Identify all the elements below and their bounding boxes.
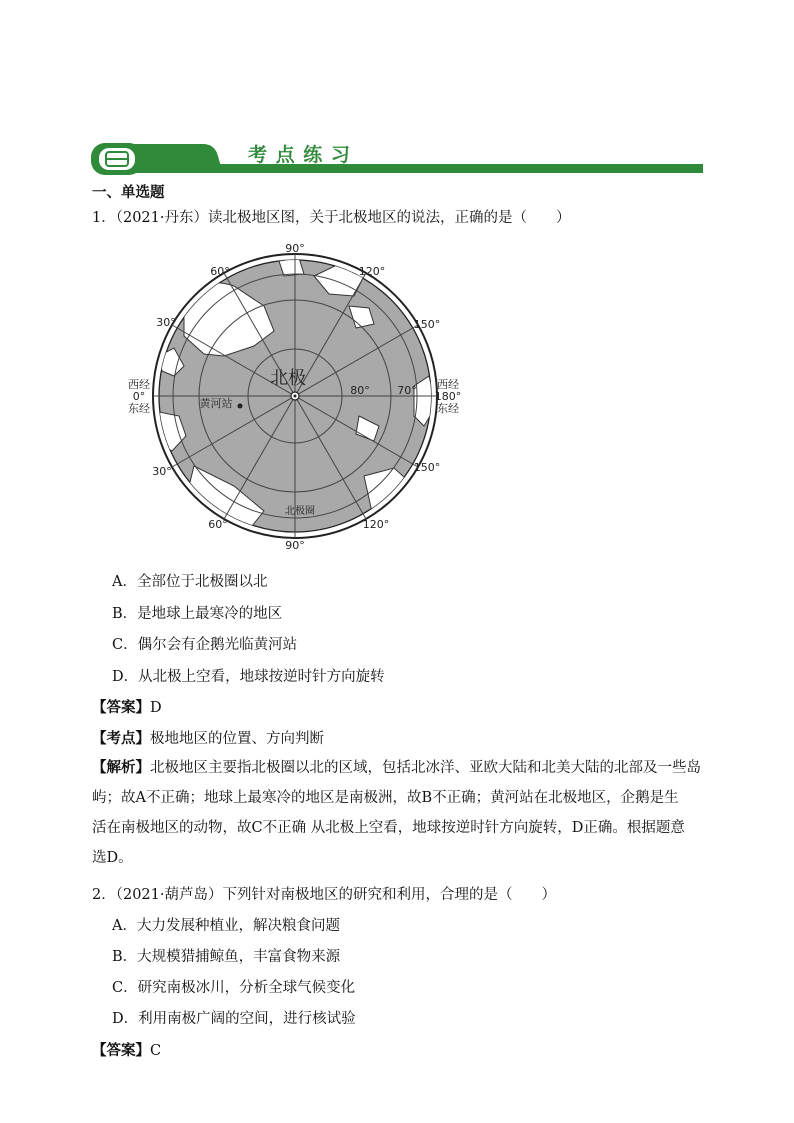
lon-30-top-label: 30° xyxy=(156,316,176,329)
north-pole-label: 北极 xyxy=(270,368,306,389)
latitude-80-label: 80° xyxy=(350,384,370,397)
lon-150-top-label: 150° xyxy=(413,318,441,331)
question-2-option-a: A．大力发展种植业，解决粮食问题 xyxy=(112,918,340,934)
point-value: 极地地区的位置、方向判断 xyxy=(150,731,324,747)
question-2-answer xyxy=(92,1039,161,1060)
banner-title: 考 点 练 习 xyxy=(248,144,351,166)
analysis-line-1: 北极地区主要指北极圈以北的区域，包括北冰洋、亚欧大陆和北美大陆的北部及一些岛 xyxy=(150,760,701,776)
lon-60-top-label: 60° xyxy=(210,265,230,278)
point-tag: 【考点】 xyxy=(92,731,150,747)
analysis-line-3: 活在南极地区的动物，故C不正确 从北极上空看，地球按逆时针方向旋转，D正确。根据题意 xyxy=(92,820,685,836)
zero-degree-label: 0° xyxy=(132,390,146,403)
lon-90-bottom-label: 90° xyxy=(285,539,305,552)
arctic-map xyxy=(124,236,468,554)
analysis-line-2: 屿；故A不正确；地球上最寒冷的地区是南极洲，故B不正确；黄河站在北极地区，企鹅是生 xyxy=(92,790,679,806)
latitude-70-label: 70° xyxy=(397,384,417,397)
lon-120-top-label: 120° xyxy=(358,265,386,278)
question-1-option-c: C．偶尔会有企鹅光临黄河站 xyxy=(112,637,298,653)
longitude-180-label: 180° xyxy=(434,390,462,403)
lon-150-bottom-label: 150° xyxy=(413,461,441,474)
question-1-option-a: A．全部位于北极圈以北 xyxy=(112,574,268,590)
arctic-circle-label: 北极圈 xyxy=(285,506,315,517)
question-1-answer xyxy=(92,696,162,717)
huanghe-station-label: 黄河站 xyxy=(199,397,233,410)
analysis-tag: 【解析】 xyxy=(92,760,150,776)
answer-tag: 【答案】 xyxy=(92,700,150,716)
east-longitude-label-left: 东经 xyxy=(128,402,150,415)
question-2-option-c: C．研究南极冰川，分析全球气候变化 xyxy=(112,980,356,996)
answer-value: D xyxy=(150,700,162,716)
west-longitude-label-right: 西经 xyxy=(437,378,459,391)
lon-120-bottom-label: 120° xyxy=(362,518,390,531)
question-1-option-b: B．是地球上最寒冷的地区 xyxy=(112,606,283,622)
banner-graphic xyxy=(91,139,703,177)
analysis-line-4: 选D。 xyxy=(92,850,133,866)
section-banner xyxy=(91,139,703,177)
question-1-option-d: D．从北极上空看，地球按逆时针方向旋转 xyxy=(112,669,385,685)
answer-value: C xyxy=(150,1043,162,1059)
question-2-option-d: D．利用南极广阔的空间，进行核试验 xyxy=(112,1011,356,1027)
east-longitude-label-right: 东经 xyxy=(437,402,459,415)
question-2-option-b: B．大规模猎捕鲸鱼，丰富食物来源 xyxy=(112,949,341,965)
question-1-stem: 1．（2021·丹东）读北极地区图，关于北极地区的说法，正确的是（ ） xyxy=(92,210,571,226)
west-longitude-label-left: 西经 xyxy=(128,378,150,391)
question-1-point xyxy=(92,727,324,748)
lon-30-bottom-label: 30° xyxy=(152,465,172,478)
section-heading: 一、单选题 xyxy=(92,185,165,201)
question-2-stem: 2．（2021·葫芦岛）下列针对南极地区的研究和利用，合理的是（ ） xyxy=(92,887,556,903)
question-1-analysis xyxy=(92,753,710,873)
answer-tag: 【答案】 xyxy=(92,1043,150,1059)
lon-90-top-label: 90° xyxy=(285,242,305,255)
lon-60-bottom-label: 60° xyxy=(208,518,228,531)
